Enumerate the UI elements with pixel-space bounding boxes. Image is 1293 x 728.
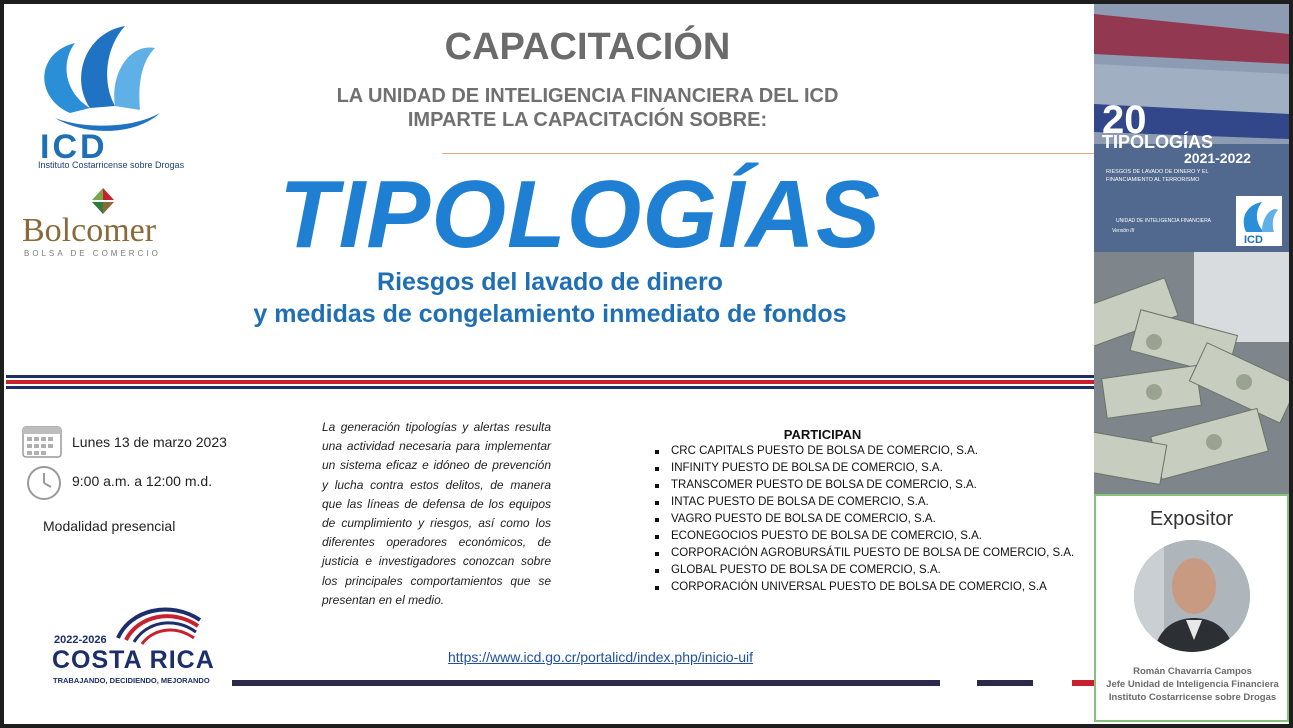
cover-unit: UNIDAD DE INTELIGENCIA FINANCIERA bbox=[1116, 218, 1212, 224]
participants-title: PARTICIPAN bbox=[783, 427, 862, 442]
bottom-line-short bbox=[977, 680, 1033, 686]
speaker-name: Román Chavarría Campos bbox=[1133, 666, 1252, 677]
stripe-red bbox=[6, 380, 1094, 384]
uif-link[interactable]: https://www.icd.go.cr/portalicd/index.php/inicio-uif bbox=[448, 649, 754, 665]
cover-years: 2021-2022 bbox=[1184, 150, 1251, 166]
participant-item: VAGRO PUESTO DE BOLSA DE COMERCIO, S.A. bbox=[655, 511, 1085, 528]
participant-item: INTAC PUESTO DE BOLSA DE COMERCIO, S.A. bbox=[655, 494, 1085, 511]
speaker-avatar bbox=[1134, 540, 1250, 652]
bolcomer-name: Bolcomer bbox=[22, 212, 157, 249]
participant-item: CORPORACIÓN UNIVERSAL PUESTO DE BOLSA DE COMERCIO, S.A bbox=[655, 579, 1085, 596]
participant-item: INFINITY PUESTO DE BOLSA DE COMERCIO, S.A. bbox=[655, 460, 1085, 477]
subtitle-line2: y medidas de congelamiento inmediato de fondos bbox=[253, 300, 847, 328]
cr-slogan: TRABAJANDO, DECIDIENDO, MEJORANDO bbox=[53, 676, 210, 685]
stripe-navy-bottom bbox=[6, 386, 1094, 389]
speaker-heading: Expositor bbox=[1149, 508, 1234, 530]
participant-item: CORPORACIÓN AGROBURSÁTIL PUESTO DE BOLSA DE COMERCIO, S.A. bbox=[655, 545, 1085, 562]
cover-logo-text: ICD bbox=[1244, 234, 1263, 246]
heading-uif-line1: LA UNIDAD DE INTELIGENCIA FINANCIERA DEL ICD bbox=[336, 85, 839, 107]
divider-line bbox=[442, 153, 1094, 154]
event-mode: Modalidad presencial bbox=[43, 518, 176, 534]
participant-item: GLOBAL PUESTO DE BOLSA DE COMERCIO, S.A. bbox=[655, 562, 1085, 579]
subtitle bbox=[190, 266, 910, 330]
calendar-icon bbox=[22, 424, 62, 458]
cover-desc bbox=[1106, 168, 1209, 184]
participant-item: TRANSCOMER PUESTO DE BOLSA DE COMERCIO, S.A. bbox=[655, 477, 1085, 494]
bolcomer-subtitle: BOLSA DE COMERCIO bbox=[24, 249, 161, 258]
icd-full-name: Instituto Costarricense sobre Drogas bbox=[38, 160, 185, 170]
heading-capacitacion: CAPACITACIÓN bbox=[444, 26, 731, 68]
money-photo-icon bbox=[1094, 252, 1289, 494]
bottom-line-long bbox=[232, 680, 940, 686]
report-cover bbox=[1094, 4, 1289, 252]
heading-uif bbox=[290, 84, 885, 132]
event-description: La generación tipologías y alertas resulta una actividad necesaria para implementar un sistema eficaz e idóneo de prevención y lucha contra estos delitos, de manera que las líneas de defensa de los equipos de cumplimiento y riesgos, así como los diferentes operadores económicos, de justicia e investigadores conozcan sobre los principales comportamientos que se presentan en el medio. bbox=[322, 420, 551, 607]
cover-desc-line2: FINANCIAMIENTO AL TERRORISMO bbox=[1106, 177, 1200, 183]
icd-acronym: ICD bbox=[40, 128, 108, 166]
cover-number: 20 bbox=[1102, 98, 1147, 142]
event-date: Lunes 13 de marzo 2023 bbox=[72, 434, 227, 450]
speaker-role: Jefe Unidad de Inteligencia Financiera bbox=[1106, 679, 1279, 690]
cr-name: COSTA RICA bbox=[52, 646, 215, 674]
main-title: TIPOLOGÍAS bbox=[278, 161, 882, 268]
bottom-line-red bbox=[1072, 680, 1094, 686]
money-photo bbox=[1094, 252, 1289, 494]
cover-desc-line1: RIESGOS DE LAVADO DE DINERO Y EL bbox=[1106, 169, 1209, 175]
cover-title: TIPOLOGÍAS bbox=[1102, 132, 1214, 152]
stripe-navy-top bbox=[6, 375, 1094, 378]
speaker-org: Instituto Costarricense sobre Drogas bbox=[1108, 692, 1277, 703]
participant-item: CRC CAPITALS PUESTO DE BOLSA DE COMERCIO, S.A. bbox=[655, 443, 1085, 460]
participants-list bbox=[655, 443, 1085, 596]
heading-uif-line2: IMPARTE LA CAPACITACIÓN SOBRE: bbox=[407, 109, 768, 131]
speaker-info bbox=[1096, 665, 1289, 704]
person-icon bbox=[1134, 540, 1250, 652]
subtitle-line1: Riesgos del lavado de dinero bbox=[377, 268, 723, 296]
clock-icon bbox=[26, 465, 62, 501]
event-time: 9:00 a.m. a 12:00 m.d. bbox=[72, 473, 213, 489]
cr-years: 2022-2026 bbox=[54, 634, 107, 646]
cover-version: Versión III bbox=[1112, 228, 1135, 234]
participant-item: ECONEGOCIOS PUESTO DE BOLSA DE COMERCIO, S.A. bbox=[655, 528, 1085, 545]
